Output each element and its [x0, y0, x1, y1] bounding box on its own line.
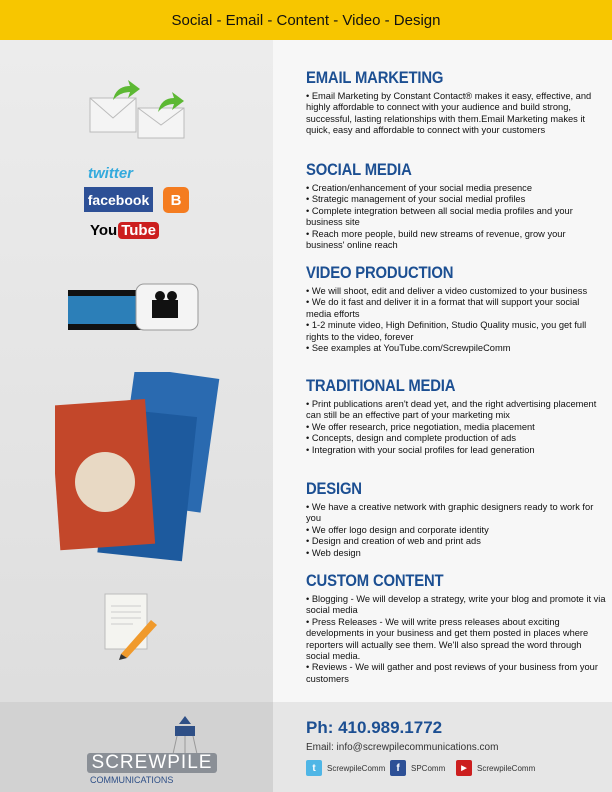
header-bar — [0, 0, 612, 40]
section-email-marketing — [306, 69, 606, 137]
blogger-logo: B — [163, 187, 189, 213]
bullet-item: • We will shoot, edit and deliver a video customized to your business — [306, 286, 588, 296]
section-title: VIDEO PRODUCTION — [306, 264, 454, 282]
section-social-media — [306, 161, 606, 251]
bullet-item: • Reviews - We will gather and post reviews of your business from your customers — [306, 662, 598, 684]
document-pencil-icon — [103, 592, 163, 662]
section-title: SOCIAL MEDIA — [306, 161, 412, 179]
bullet-item: • Web design — [306, 547, 361, 558]
bullet-item: • Press Releases - We will write press releases about exciting developments in your business and get them posted in places where reporters will actually see them. We'll also spread the word through social media. — [306, 616, 589, 662]
phone-number: Ph: 410.989.1772 — [306, 718, 443, 737]
facebook-icon: f — [390, 760, 406, 776]
lighthouse-icon — [165, 714, 205, 754]
bullet-item: • Email Marketing by Constant Contact® makes it easy, effective, and highly affordable to connect with your audience and build strong, successful, lasting relationships with them.Email Marketing makes it quick, easy and affordable to connect with your customers — [306, 91, 592, 136]
bullet-item: • See examples at YouTube.com/ScrewpileComm — [306, 343, 511, 354]
twitter-icon: t — [306, 760, 322, 776]
section-title: EMAIL MARKETING — [306, 69, 444, 87]
tagline: Social - Email - Content - Video - Design — [171, 11, 441, 29]
magazines-image — [55, 372, 225, 572]
bullet-item: • Complete integration between all social media profiles and your business site — [306, 205, 573, 228]
twitter-link[interactable] — [306, 760, 385, 776]
video-film-camera-icon — [68, 282, 208, 342]
youtube-tube: Tube — [118, 222, 159, 239]
youtube-logo — [90, 222, 159, 239]
bullet-item: • Integration with your social profiles for lead generation — [306, 444, 535, 455]
facebook-link[interactable] — [390, 760, 445, 776]
logo-wordmark: SCREWPILE — [87, 753, 217, 773]
bullet-item: • Creation/enhancement of your social media presence — [306, 183, 532, 193]
section-title: DESIGN — [306, 480, 362, 498]
facebook-handle: SPComm — [411, 763, 446, 773]
section-custom-content — [306, 572, 606, 685]
bullet-item: • Design and creation of web and print ads — [306, 536, 481, 547]
bullet-item: • Print publications aren't dead yet, and the right advertising placement can still be an effective part of your marketing mix — [306, 399, 597, 421]
youtube-icon: ▶ — [456, 760, 472, 776]
bullet-item: • Blogging - We will develop a strategy, write your blog and promote it via social media — [306, 594, 606, 616]
bullet-item: • Reach more people, build new streams of revenue, grow your business' online reach — [306, 228, 566, 251]
bullet-item: • We have a creative network with graphic designers ready to work for you — [306, 502, 594, 524]
footer — [0, 702, 612, 792]
section-title: CUSTOM CONTENT — [306, 572, 444, 590]
bullet-item: • Concepts, design and complete production of ads — [306, 433, 516, 444]
email-address[interactable]: Email: info@screwpilecommunications.com — [306, 742, 499, 753]
twitter-logo: twitter — [88, 165, 133, 182]
section-design — [306, 480, 606, 559]
youtube-handle: ScrewpileComm — [477, 763, 536, 773]
email-envelopes-icon — [88, 80, 188, 140]
section-traditional-media — [306, 377, 606, 456]
section-title: TRADITIONAL MEDIA — [306, 377, 456, 395]
section-video-production — [306, 264, 606, 354]
bullet-item: • We offer logo design and corporate identity — [306, 524, 489, 535]
twitter-handle: ScrewpileComm — [327, 763, 386, 773]
bullet-item: • We offer research, price negotiation, media placement — [306, 421, 535, 432]
youtube-link[interactable] — [456, 760, 535, 776]
bullet-item: • 1-2 minute video, High Definition, Studio Quality music, you get full rights to the video, forever — [306, 320, 587, 342]
bullet-item: • We do it fast and deliver it in a format that will support your social media efforts — [306, 297, 580, 319]
bullet-item: • Strategic management of your social medial profiles — [306, 194, 526, 205]
youtube-you: You — [90, 222, 118, 239]
facebook-logo: facebook — [84, 187, 153, 212]
logo-subtitle: COMMUNICATIONS — [90, 775, 174, 785]
